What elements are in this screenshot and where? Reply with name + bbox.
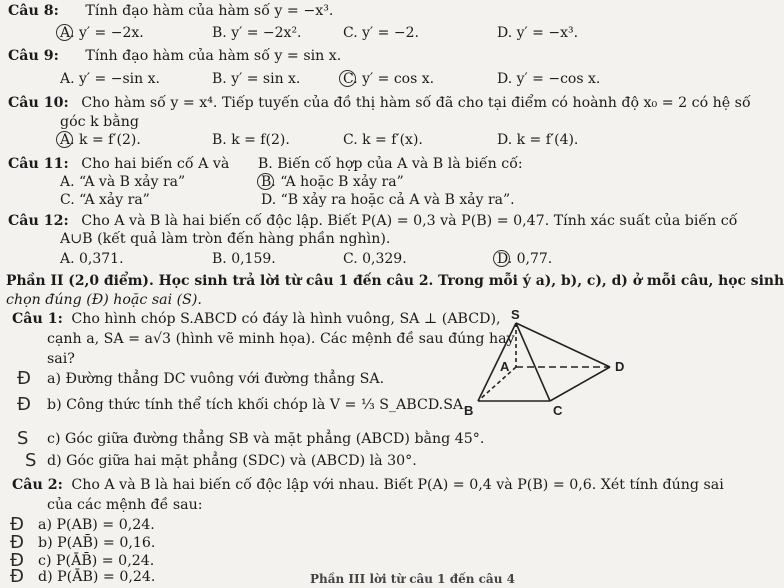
figure-label-c: C (553, 403, 563, 418)
p2q2-item-d: d) P(ĀB) = 0,24. (38, 569, 156, 585)
p2q1-text: Cho hình chóp S.ABCD có đáy là hình vuông, SA ⊥ (ABCD), (71, 311, 501, 327)
p2q2-stem (12, 476, 724, 494)
q8-text: Tính đạo hàm của hàm số y = −x³. (85, 3, 334, 19)
q8-option-b: B. y′ = −2x². (212, 25, 302, 41)
part2-title: Phần II (2,0 điểm). Học sinh trả lời từ câu 1 đến câu 2. Trong mỗi ý a), b), c), d) ở mỗi câu, học sinh (6, 273, 784, 289)
q12-option-c: C. 0,329. (343, 251, 407, 267)
q11-option-d: D. “B xảy ra hoặc cả A và B xảy ra”. (261, 192, 515, 208)
figure-label-b: B (464, 403, 474, 418)
q12-stem (8, 212, 737, 230)
p2q1-item-d: d) Góc giữa hai mặt phẳng (SDC) và (ABCD) là 30°. (47, 453, 417, 469)
q8-number: Câu 8: (8, 3, 59, 19)
q11-text: Cho hai biến cố A và (81, 156, 230, 172)
q8-option-c: C. y′ = −2. (343, 25, 419, 41)
q9-option-a: A. y′ = −sin x. (60, 71, 160, 87)
q9-text: Tính đạo hàm của hàm số y = sin x. (85, 48, 342, 64)
handwritten-mark: Đ (17, 368, 31, 389)
q12-option-a: A. 0,371. (60, 251, 124, 267)
figure-label-d: D (615, 359, 625, 374)
p2q1-number: Câu 1: (12, 311, 63, 327)
q11-option-b: B. “A hoặc B xảy ra” (261, 174, 404, 190)
p2q2-item-b: b) P(AB̄) = 0,16. (38, 535, 156, 551)
handwritten-mark: S (17, 428, 29, 449)
q12-option-d: D. 0,77. (497, 251, 553, 267)
part2-title-2: chọn đúng (Đ) hoặc sai (S). (6, 292, 202, 308)
q10-text-2: góc k bằng (60, 114, 139, 130)
p2q2-text-2: của các mệnh đề sau: (47, 497, 203, 513)
handwritten-mark: Đ (17, 394, 31, 415)
p2q2-text: Cho A và B là hai biến cố độc lập với nhau. Biết P(A) = 0,4 và P(B) = 0,6. Xét tính đúng sai (71, 477, 724, 493)
figure-label-s: S (511, 307, 520, 322)
q10-stem (8, 94, 751, 112)
handwritten-mark: S (25, 450, 37, 471)
q10-text: Cho hàm số y = x⁴. Tiếp tuyến của đồ thị hàm số đã cho tại điểm có hoành độ x₀ = 2 có hệ số (81, 95, 751, 111)
q11-option-c: C. “A xảy ra” (60, 192, 150, 208)
q11-option-a: A. “A và B xảy ra” (60, 174, 186, 190)
p2q1-stem (12, 310, 501, 328)
figure-label-a: A (500, 359, 510, 374)
p2q1-text-3: sai? (47, 351, 75, 367)
q12-text: Cho A và B là hai biến cố độc lập. Biết P(A) = 0,3 và P(B) = 0,47. Tính xác suất của biến cố (81, 213, 738, 229)
q9-option-b: B. y′ = sin x. (212, 71, 301, 87)
handwritten-mark: Đ (10, 532, 24, 553)
q11-stem (8, 155, 523, 173)
q8-option-d: D. y′ = −x³. (497, 25, 579, 41)
q9-option-c: C. y′ = cos x. (343, 71, 435, 87)
handwritten-mark: Đ (10, 514, 24, 535)
q12-option-b: B. 0,159. (212, 251, 276, 267)
q12-text-2: A∪B (kết quả làm tròn đến hàng phần nghìn). (60, 231, 391, 247)
p2q2-item-a: a) P(AB) = 0,24. (38, 517, 155, 533)
pyramid-figure (450, 305, 650, 425)
q10-number: Câu 10: (8, 95, 69, 111)
q10-option-d: D. k = f′(4). (497, 132, 579, 148)
p2q1-text-2: cạnh a, SA = a√3 (hình vẽ minh họa). Các mệnh đề sau đúng hay (47, 331, 515, 347)
q12-number: Câu 12: (8, 213, 69, 229)
q11-text-b: B. Biến cố hợp của A và B là biến cố: (257, 156, 523, 172)
q9-stem (8, 47, 341, 65)
p2q1-item-b: b) Công thức tính thể tích khối chóp là V = ⅓ S_ABCD.SA. (47, 397, 468, 413)
p2q1-item-a: a) Đường thẳng DC vuông với đường thẳng SA. (47, 371, 385, 387)
q8-stem (8, 2, 333, 20)
handwritten-mark: Đ (10, 566, 24, 587)
q11-number: Câu 11: (8, 156, 69, 172)
q10-option-b: B. k = f(2). (212, 132, 290, 148)
q10-option-a: A. k = f′(2). (60, 132, 141, 148)
p2q2-number: Câu 2: (12, 477, 63, 493)
p2q2-item-c: c) P(ĀB̄) = 0,24. (38, 553, 155, 569)
q9-number: Câu 9: (8, 48, 59, 64)
q9-option-d: D. y′ = −cos x. (497, 71, 601, 87)
q8-option-a: A. y′ = −2x. (60, 25, 144, 41)
footer-fragment: Phần III lời từ câu 1 đến câu 4 (310, 572, 515, 586)
q10-option-c: C. k = f′(x). (343, 132, 423, 148)
p2q1-item-c: c) Góc giữa đường thẳng SB và mặt phẳng (ABCD) bằng 45°. (47, 431, 485, 447)
handwritten-mark: Đ (10, 550, 24, 571)
